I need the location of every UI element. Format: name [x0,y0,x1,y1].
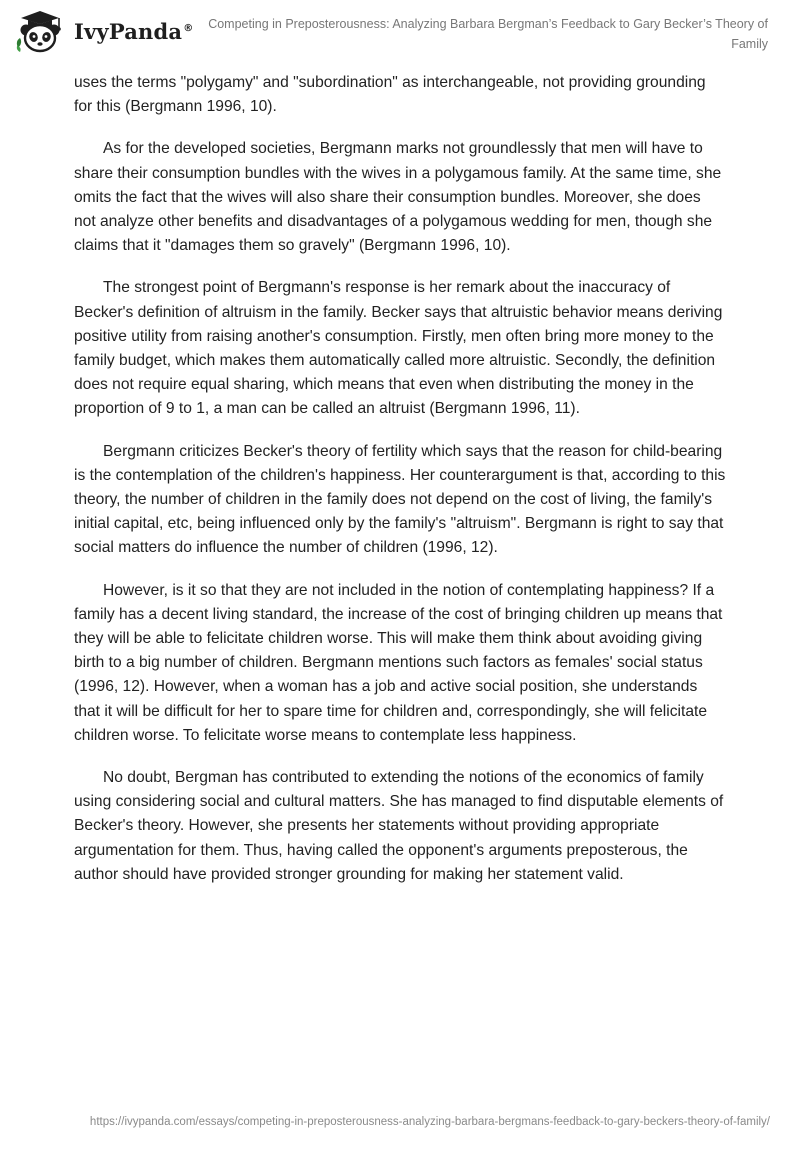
source-url[interactable]: https://ivypanda.com/essays/competing-in-preposterousness-analyzing-barbara-bergmans-feedback-to-gary-beckers-theory-of-family/ [89,1116,770,1128]
paragraph: uses the terms "polygamy" and "subordination" as interchangeable, not providing grounding for this (Bergmann 1996, 10). [74,74,706,116]
page-header [0,0,800,60]
paragraph: However, is it so that they are not included in the notion of contemplating happiness? If a family has a decent living standard, the increase of the cost of bringing children up means that they will be able to felicitate children worse. This will make them think about avoiding giving birth to a big number of children. Bergmann mentions such factors as females' social status (1996, 12). However, when a woman has a job and active social position, she understands that it will be difficult for her to spare time for children and, correspondingly, she will felicitate children worse. To felicitate worse means to contemplate less happiness. [74,581,723,744]
panda-graduate-icon [14,8,72,54]
paragraph: Bergmann criticizes Becker's theory of fertility which says that the reason for child-bearing is the contemplation of the children's happiness. Her counterargument is that, according to this theory, the number of children in the family does not depend on the cost of living, the family's initial capital, etc, being influenced only by the family's "altruism". Bergmann is right to say that social matters do influence the number of children (1996, 12). [74,442,726,557]
paragraph: As for the developed societies, Bergmann marks not groundlessly that men will have to share their consumption bundles with the wives in a polygamous family. At the same time, she omits the fact that the wives will also share their consumption bundles. Moreover, she does not analyze other benefits and disadvantages of a polygamous wedding for men, though she claims that it "damages them so gravely" (Bergmann 1996, 10). [74,140,722,255]
brand-name: IvyPanda® [74,18,194,44]
essay-body [74,71,726,905]
registered-mark: ® [183,22,194,34]
document-title: Competing in Preposterousness: Analyzing Barbara Bergman’s Feedback to Gary Becker’s Theory of Family [208,17,768,51]
paragraph: No doubt, Bergman has contributed to extending the notions of the economics of family using considering social and cultural matters. She has managed to find disputable elements of Becker's theory. However, she presents her statements without providing appropriate argumentation for them. Thus, having called the opponent's arguments preposterous, the author should have provided stronger grounding for making her statement valid. [74,769,724,883]
ivypanda-logo[interactable] [14,8,193,54]
paragraph: The strongest point of Bergmann's response is her remark about the inaccuracy of Becker's definition of altruism in the family. Becker says that altruistic behavior means deriving positive utility from raising another's consumption. Firstly, men often bring more money to the family budget, which makes them automatically called more altruistic. Secondly, the definition does not require equal sharing, which means that even when distributing the money in the proportion of 9 to 1, a man can be called an altruist (Bergmann 1996, 11). [74,279,723,418]
